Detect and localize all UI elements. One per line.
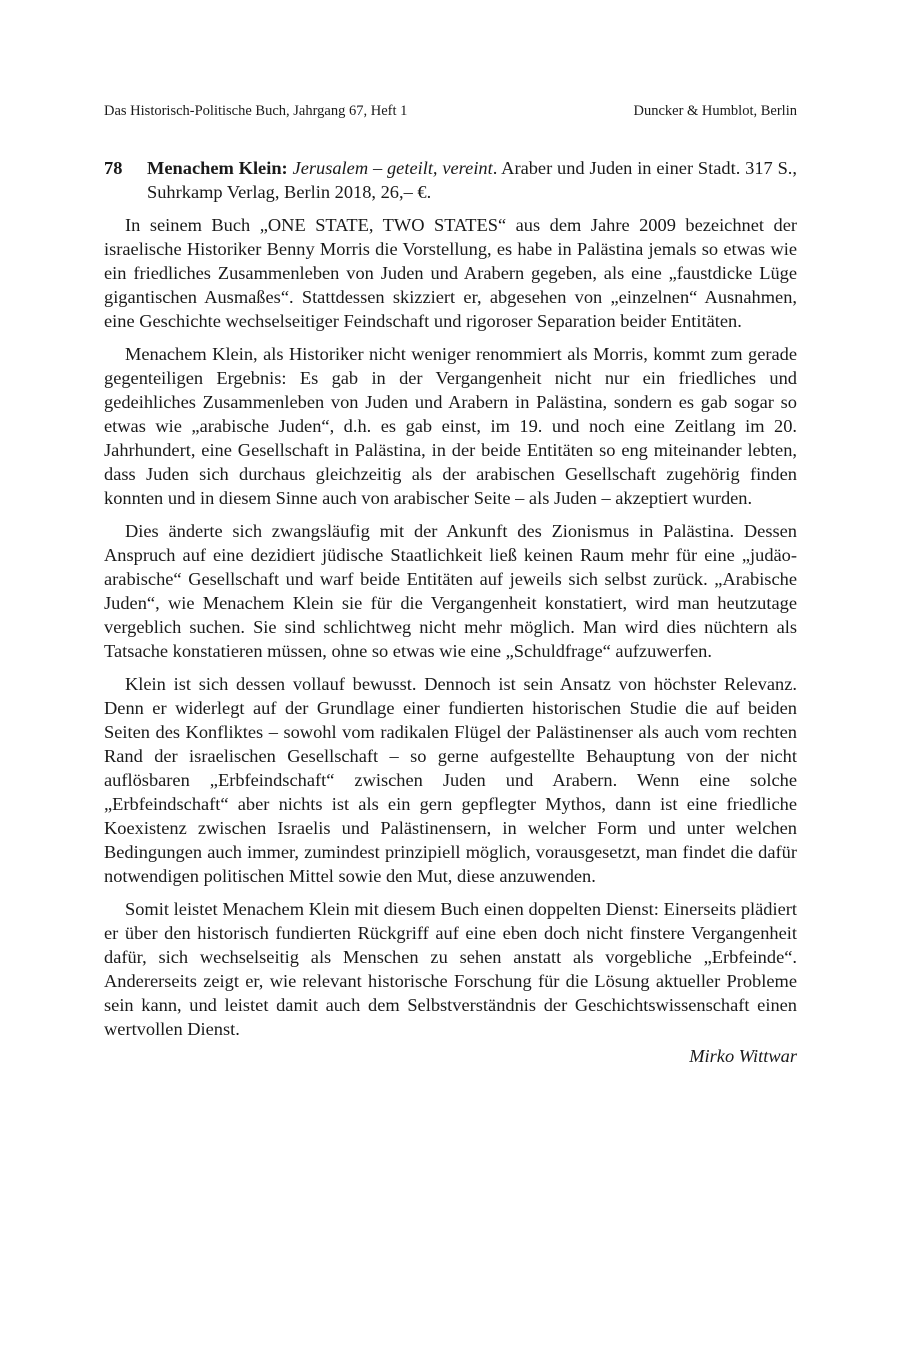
entry-number: 78 xyxy=(104,158,123,178)
review-paragraph: Somit leistet Menachem Klein mit diesem Buch einen doppelten Dienst: Einerseits plädiert er über den historisch fundierten Rückgriff auf eine eben doch nicht finstere Vergangenheit dafür, sich wechselseitig als Menschen zu sehen anstatt als vorgebliche „Erbfeinde“. Andererseits zeigt er, wie relevant historische Forschung für die Lösung aktueller Probleme sein kann, und leistet damit auch dem Selbstverständnis der Geschichtswissenschaft einen wertvollen Dienst. xyxy=(104,899,797,1039)
journal-info: Das Historisch-Politische Buch, Jahrgang 67, Heft 1 xyxy=(104,103,408,119)
review-paragraph: Klein ist sich dessen vollauf bewusst. Dennoch ist sein Ansatz von höchster Relevanz. Denn er widerlegt auf der Grundlage einer fundierten historischen Studie die auf beiden Seiten des Konfliktes – sowohl vom radikalen Flügel der Palästinenser als auch vom rechten Rand der israelischen Gesellschaft – so gerne aufgestellte Behauptung von der nicht auflösbaren „Erbfeindschaft“ zwischen Juden und Arabern. Wenn eine solche „Erbfeindschaft“ aber nichts ist als ein gern gepflegter Mythos, dann ist eine friedliche Koexistenz zwischen Israelis und Palästinensern, in welcher Form und unter welchen Bedingungen auch immer, zumindest prinzipiell möglich, vorausgesetzt, man findet die dafür notwendigen politischen Mittel sowie den Mut, diese anzuwenden. xyxy=(104,674,797,886)
review-entry xyxy=(104,156,797,1068)
book-citation xyxy=(104,156,797,204)
publisher-info: Duncker & Humblot, Berlin xyxy=(633,103,797,119)
review-paragraph: Menachem Klein, als Historiker nicht weniger renommiert als Morris, kommt zum gerade gegenteiligen Ergebnis: Es gab in der Vergangenheit nicht nur ein friedliches und gedeihliches Zusammenleben von Juden und Arabern in Palästina, sondern es gab sogar so etwas wie „arabische Juden“, d.h. es gab einst, im 19. und noch eine Zeitlang im 20. Jahrhundert, eine Gesellschaft in Palästina, in der beide Entitäten so eng miteinander lebten, dass Juden sich durchaus gleichzeitig als der arabischen Gesellschaft zugehörig finden konnten und in diesem Sinne auch von arabischer Seite – als Juden – akzeptiert wurden. xyxy=(104,344,797,508)
book-details: . Araber und Juden in einer Stadt. 317 S., Suhrkamp Verlag, Berlin 2018, 26,– €. xyxy=(147,158,797,202)
book-title: Jerusalem – geteilt, vereint xyxy=(292,158,493,178)
book-author: Menachem Klein: xyxy=(147,158,288,178)
citation-text xyxy=(147,156,797,204)
running-header xyxy=(104,102,797,120)
review-body xyxy=(104,213,797,1041)
review-paragraph: In seinem Buch „ONE STATE, TWO STATES“ aus dem Jahre 2009 bezeichnet der israelische Historiker Benny Morris die Vorstellung, es habe in Palästina jemals so etwas wie ein friedliches Zusammenleben von Juden und Arabern gegeben, als eine „faustdicke Lüge gigantischen Ausmaßes“. Stattdessen skizziert er, abgesehen von „einzelnen“ Ausnahmen, eine Geschichte wechselseitiger Feindschaft und rigoroser Separation beider Entitäten. xyxy=(104,215,797,331)
reviewer-name: Mirko Wittwar xyxy=(689,1046,797,1066)
review-paragraph: Dies änderte sich zwangsläufig mit der Ankunft des Zionismus in Palästina. Dessen Anspruch auf eine dezidiert jüdische Staatlichkeit ließ keinen Raum mehr für eine „judäo-arabische“ Gesellschaft und warf beide Entitäten auf jeweils sich selbst zurück. „Arabische Juden“, wie Menachem Klein sie für die Vergangenheit konstatiert, wird man heutzutage vergeblich suchen. Sie sind schlichtweg nicht mehr möglich. Man wird dies nüchtern als Tatsache konstatieren müssen, ohne so etwas wie eine „Schuldfrage“ aufzuwerfen. xyxy=(104,521,797,661)
